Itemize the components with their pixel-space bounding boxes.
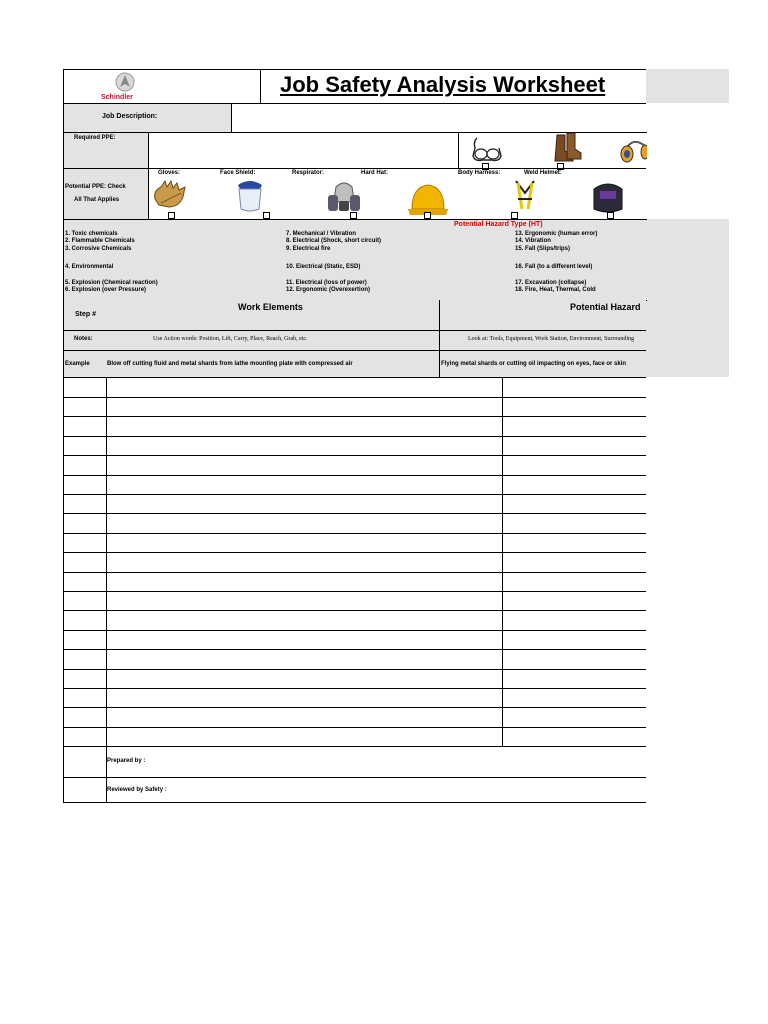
step-cell[interactable] [63,397,107,416]
table-row[interactable] [63,650,646,670]
hazard-item: 13. Ergonomic (human error) [515,231,598,237]
column-divider [502,688,503,707]
ppe-gloves-label: Gloves: [158,170,181,176]
column-divider [502,456,503,475]
column-divider [502,475,503,494]
example-label-cell [63,351,107,378]
example-work-cell [106,351,440,378]
face-shield-icon [234,179,266,218]
column-divider [502,630,503,649]
table-row[interactable] [63,591,646,611]
step-cell[interactable] [63,494,107,513]
table-row[interactable] [63,669,646,689]
column-divider [502,514,503,533]
ppe-face-shield-label: Face Shield: [220,170,256,176]
required-ppe-label: Required PPE: [74,135,116,141]
step-cell[interactable] [63,514,107,533]
table-row[interactable] [63,456,646,476]
notes-work: Use Action words: Position, Lift, Carry, Place, Reach, Grab, etc. [153,336,308,342]
step-cell[interactable] [63,591,107,610]
column-divider [502,553,503,572]
notes-hazard-cell [440,331,646,351]
safety-boots-icon [551,131,583,170]
reviewed-by-cell[interactable] [106,778,646,803]
hazard-item: 18. Fire, Heat, Thermal, Cold [515,287,596,293]
example-hazard-cell [440,351,646,378]
table-row[interactable] [63,378,646,398]
example-work: Blow off cutting fluid and metal shards from lathe mounting plate with compressed air [107,361,353,367]
prepared-step-cell [63,747,107,778]
step-cell[interactable] [63,727,107,746]
potential-ppe-label-1: Potential PPE: Check [65,184,126,190]
step-cell[interactable] [63,650,107,669]
hazard-item: 4. Environmental [65,264,114,270]
step-cell[interactable] [63,378,107,397]
gloves-icon [151,179,191,216]
step-cell[interactable] [63,456,107,475]
step-cell[interactable] [63,436,107,455]
table-row[interactable] [63,611,646,631]
title-gray-extension [646,69,729,103]
step-cell[interactable] [63,533,107,552]
hazard-item: 10. Electrical (Static, ESD) [286,264,361,270]
step-cell[interactable] [63,572,107,591]
job-description-field[interactable] [231,103,646,133]
step-cell[interactable] [63,630,107,649]
table-row[interactable] [63,553,646,573]
step-cell[interactable] [63,475,107,494]
hazard-item: 9. Electrical fire [286,246,331,252]
column-divider [502,591,503,610]
prepared-by-label: Prepared by : [107,758,146,764]
hazard-types-block [63,219,647,301]
ppe-body-harness-label: Body Harness: [458,170,501,176]
table-row[interactable] [63,417,646,437]
hard-hat-checkbox[interactable] [424,212,431,219]
column-divider [502,572,503,591]
step-header: Step # [75,311,97,318]
required-ppe-field[interactable] [148,132,458,169]
column-divider [502,669,503,688]
hazard-item: 5. Explosion (Chemical reaction) [65,280,158,286]
hazard-item: 16. Fall (to a different level) [515,264,593,270]
column-divider [502,417,503,436]
step-cell[interactable] [63,669,107,688]
column-divider [502,397,503,416]
hazard-item: 12. Ergonomic (Overexertion) [286,287,371,293]
step-cell[interactable] [63,417,107,436]
hazard-item: 6. Explosion (over Pressure) [65,287,147,293]
page-title: Job Safety Analysis Worksheet [280,72,606,97]
table-row[interactable] [63,708,646,728]
schindler-logo-icon [110,71,140,95]
reviewed-step-cell [63,778,107,803]
table-row[interactable] [63,514,646,534]
step-cell[interactable] [63,553,107,572]
hazard-item: 3. Corrosive Chemicals [65,246,132,252]
potential-ppe-label-cell [63,168,149,220]
step-cell[interactable] [63,611,107,630]
ear-muffs-icon [619,136,647,169]
potential-ppe-label-2: All That Applies [74,197,120,203]
job-description-label: Job Description: [102,113,158,120]
table-row[interactable] [63,688,646,708]
work-elements-header: Work Elements [238,302,303,312]
notes-work-cell [106,331,440,351]
column-divider [502,436,503,455]
table-row[interactable] [63,436,646,456]
ppe-respirator-label: Respirator: [292,170,325,176]
table-row[interactable] [63,727,646,747]
hazard-item: 11. Electrical (loss of power) [286,280,367,286]
notes-hazard: Look at: Tools, Equipment, Work Station, Environment, Surrounding [468,336,635,342]
table-row[interactable] [63,572,646,592]
logo-cell [63,69,261,104]
step-cell[interactable] [63,688,107,707]
column-divider [502,727,503,746]
hazard-item: 7. Mechanical / Vibration [286,231,356,237]
column-divider [502,533,503,552]
required-ppe-label-cell [63,132,149,169]
table-row[interactable] [63,475,646,495]
body-harness-checkbox[interactable] [511,212,518,219]
table-row[interactable] [63,494,646,514]
column-divider [502,708,503,727]
hazard-item: 14. Vibration [515,238,551,244]
ppe-hard-hat-label: Hard Hat: [361,170,389,176]
potential-ppe-area [148,168,646,220]
hazard-gray-extension [646,219,729,377]
logo-text: Schindler [101,94,133,101]
weld-helmet-checkbox[interactable] [607,212,614,219]
gloves-checkbox[interactable] [168,212,175,219]
table-row[interactable] [63,533,646,553]
example-hazard: Flying metal shards or cutting oil impacting on eyes, face or skin [441,361,627,367]
step-header-cell [63,300,107,331]
hazard-item: 1. Toxic chemicals [65,231,118,237]
hazard-header: Potential Hazard Type (HT) [454,221,543,228]
column-divider [502,494,503,513]
prepared-by-cell[interactable] [106,747,646,778]
hazard-item: 17. Excavation (collapse) [515,280,587,286]
example-label: Example [65,361,90,367]
hazard-item: 8. Electrical (Shock, short circuit) [286,238,382,244]
column-divider [502,378,503,397]
table-row[interactable] [63,397,646,417]
hazard-item: 2. Flammable Chemicals [65,238,135,244]
step-cell[interactable] [63,708,107,727]
notes-label: Notes: [74,336,93,342]
respirator-checkbox[interactable] [350,212,357,219]
column-divider [502,650,503,669]
ppe-weld-helmet-label: Weld Helmet: [524,170,562,176]
face-shield-checkbox[interactable] [263,212,270,219]
potential-hazard-header-cell [440,300,646,331]
table-row[interactable] [63,630,646,650]
work-elements-header-cell [106,300,440,331]
potential-hazard-header: Potential Hazard [570,302,641,312]
reviewed-by-label: Reviewed by Safety : [107,787,167,793]
notes-label-cell [63,331,107,351]
required-ppe-images [458,132,647,169]
title-cell [260,69,646,104]
column-divider [502,611,503,630]
job-description-label-cell [63,103,232,133]
hazard-item: 15. Fall (Slips/trips) [515,246,571,252]
